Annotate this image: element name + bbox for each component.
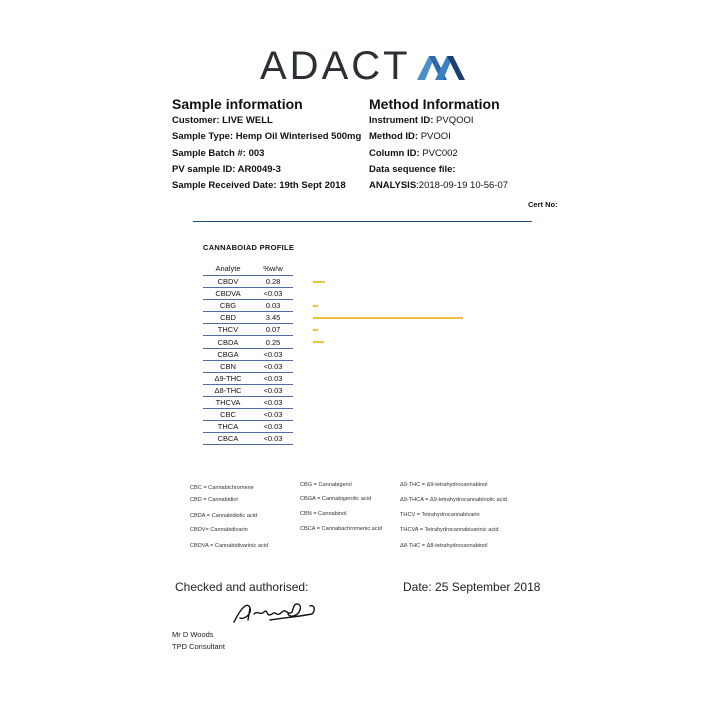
value-cell: 0.03 bbox=[253, 300, 293, 312]
legend-item: Δ8-THC = Δ8-tetrahydrocannabinol bbox=[400, 543, 488, 549]
table-row bbox=[203, 372, 293, 384]
table-row bbox=[203, 348, 293, 360]
line-value: 003 bbox=[248, 148, 265, 159]
analyte-cell: CBDV bbox=[203, 276, 253, 288]
legend-item: CBN = Cannabinol bbox=[300, 511, 347, 517]
value-cell: 0.25 bbox=[253, 336, 293, 348]
analyte-cell: CBDA bbox=[203, 336, 253, 348]
analyte-cell: CBG bbox=[203, 300, 253, 312]
adact-logo bbox=[260, 44, 465, 88]
legend-item: CBD = Cannabidiol bbox=[190, 497, 238, 503]
line-value: Hemp Oil Winterised 500mg bbox=[235, 131, 362, 142]
value-cell: <0.03 bbox=[253, 396, 293, 408]
value-cell: 0.07 bbox=[253, 324, 293, 336]
line-label: Sample Type: bbox=[172, 131, 234, 142]
value-cell: <0.03 bbox=[253, 433, 293, 445]
sample-line-batch bbox=[172, 148, 264, 159]
analyte-cell: THCVA bbox=[203, 396, 253, 408]
table-row bbox=[203, 409, 293, 421]
value-cell: 0.28 bbox=[253, 276, 293, 288]
line-value: PVC002 bbox=[422, 148, 458, 159]
table-header-row bbox=[203, 262, 293, 276]
sample-line-type bbox=[172, 131, 361, 142]
legend-item: THCVA = Tetrahydrocannabivarinic acid bbox=[400, 527, 499, 533]
signature-icon bbox=[230, 598, 320, 628]
sample-info-heading: Sample information bbox=[172, 96, 303, 112]
analyte-cell: THCV bbox=[203, 324, 253, 336]
table-row bbox=[203, 433, 293, 445]
legend-item: CBDV= Cannabidivarin bbox=[190, 527, 248, 533]
value-cell: <0.03 bbox=[253, 372, 293, 384]
legend-item: THCV = Tetrahydrocannabivarin bbox=[400, 512, 480, 518]
method-line-column bbox=[369, 148, 458, 159]
sample-line-customer bbox=[172, 115, 273, 126]
line-label: Data sequence file: bbox=[369, 164, 456, 175]
cannabinoid-bar-chart bbox=[313, 275, 473, 435]
chart-bar-cbdv bbox=[313, 281, 325, 283]
chart-bar-thcv bbox=[313, 329, 318, 331]
analyte-cell: Δ9-THC bbox=[203, 372, 253, 384]
legend-item: CBDVA = Cannabidivarinic acid bbox=[190, 543, 269, 549]
adact-chevron-mark-icon bbox=[417, 52, 465, 80]
logo-text: ADACT bbox=[260, 43, 411, 88]
table-row bbox=[203, 384, 293, 396]
value-cell: <0.03 bbox=[253, 348, 293, 360]
method-line-sequence bbox=[369, 164, 456, 175]
line-label: Method ID: bbox=[369, 131, 419, 142]
line-value: LIVE WELL bbox=[222, 115, 273, 126]
method-line-instrument bbox=[369, 115, 474, 126]
legend-item: CBC = Cannabichromene bbox=[190, 485, 254, 491]
cert-number-label: Cert No: bbox=[528, 200, 558, 209]
table-row bbox=[203, 421, 293, 433]
sample-line-pv-id bbox=[172, 164, 281, 175]
legend-item: Δ9-THCA = Δ9-tetrahydrocannabinolic acid bbox=[400, 497, 507, 503]
table-row bbox=[203, 312, 293, 324]
legend-item: CBGA = Cannabigerolic acid bbox=[300, 496, 372, 502]
signatory-name: Mr D Woods bbox=[172, 630, 214, 639]
analyte-cell: CBCA bbox=[203, 433, 253, 445]
analyte-cell: CBD bbox=[203, 312, 253, 324]
analyte-cell: CBC bbox=[203, 409, 253, 421]
table-row bbox=[203, 300, 293, 312]
line-label: Sample Batch #: bbox=[172, 148, 246, 159]
value-cell: <0.03 bbox=[253, 409, 293, 421]
table-row bbox=[203, 324, 293, 336]
method-line-method bbox=[369, 131, 451, 142]
analyte-cell: THCA bbox=[203, 421, 253, 433]
table-row bbox=[203, 288, 293, 300]
method-line-analysis bbox=[369, 180, 508, 191]
legend-item: CBG = Cannabigerol bbox=[300, 482, 352, 488]
analyte-cell: CBDVA bbox=[203, 288, 253, 300]
chart-bar-cbg bbox=[313, 305, 318, 307]
col-value-header: %w/w bbox=[253, 262, 293, 276]
table-row bbox=[203, 360, 293, 372]
table-row bbox=[203, 396, 293, 408]
sample-line-received bbox=[172, 180, 346, 191]
col-analyte-header: Analyte bbox=[203, 262, 253, 276]
method-info-heading: Method Information bbox=[369, 96, 500, 112]
value-cell: <0.03 bbox=[253, 384, 293, 396]
line-value: :2018-09-19 10-56-07 bbox=[416, 180, 509, 191]
value-cell: 3.45 bbox=[253, 312, 293, 324]
chart-bar-cbda bbox=[313, 341, 324, 343]
line-label: Sample Received Date: bbox=[172, 180, 277, 191]
table-row bbox=[203, 336, 293, 348]
line-value: PVOOI bbox=[420, 131, 451, 142]
line-label: Customer: bbox=[172, 115, 220, 126]
value-cell: <0.03 bbox=[253, 421, 293, 433]
analyte-cell: CBN bbox=[203, 360, 253, 372]
cannabinoid-table bbox=[203, 262, 293, 445]
line-label: Column ID: bbox=[369, 148, 420, 159]
value-cell: <0.03 bbox=[253, 360, 293, 372]
legend-item: CBDA = Cannabidiolic acid bbox=[190, 513, 258, 519]
legend-item: Δ9-THC = Δ9-tetrahydrocannabinol bbox=[400, 482, 488, 488]
legend-item: CBCA = Cannabachromenic acid bbox=[300, 526, 382, 532]
value-cell: <0.03 bbox=[253, 288, 293, 300]
line-label: PV sample ID: bbox=[172, 164, 236, 175]
line-label: Instrument ID: bbox=[369, 115, 434, 126]
checked-authorised-label: Checked and authorised: bbox=[175, 580, 309, 594]
signatory-role: TPD Consultant bbox=[172, 642, 225, 651]
chart-bar-cbd bbox=[313, 317, 463, 319]
table-row bbox=[203, 276, 293, 288]
report-date: Date: 25 September 2018 bbox=[403, 580, 541, 594]
analyte-cell: Δ8-THC bbox=[203, 384, 253, 396]
divider bbox=[193, 221, 532, 222]
line-value: 19th Sept 2018 bbox=[279, 180, 346, 191]
line-label: ANALYSIS bbox=[369, 180, 417, 191]
profile-title: CANNABOIAD PROFILE bbox=[203, 243, 295, 252]
line-value: PVQOOI bbox=[436, 115, 474, 126]
line-value: AR0049-3 bbox=[237, 164, 281, 175]
analyte-cell: CBGA bbox=[203, 348, 253, 360]
